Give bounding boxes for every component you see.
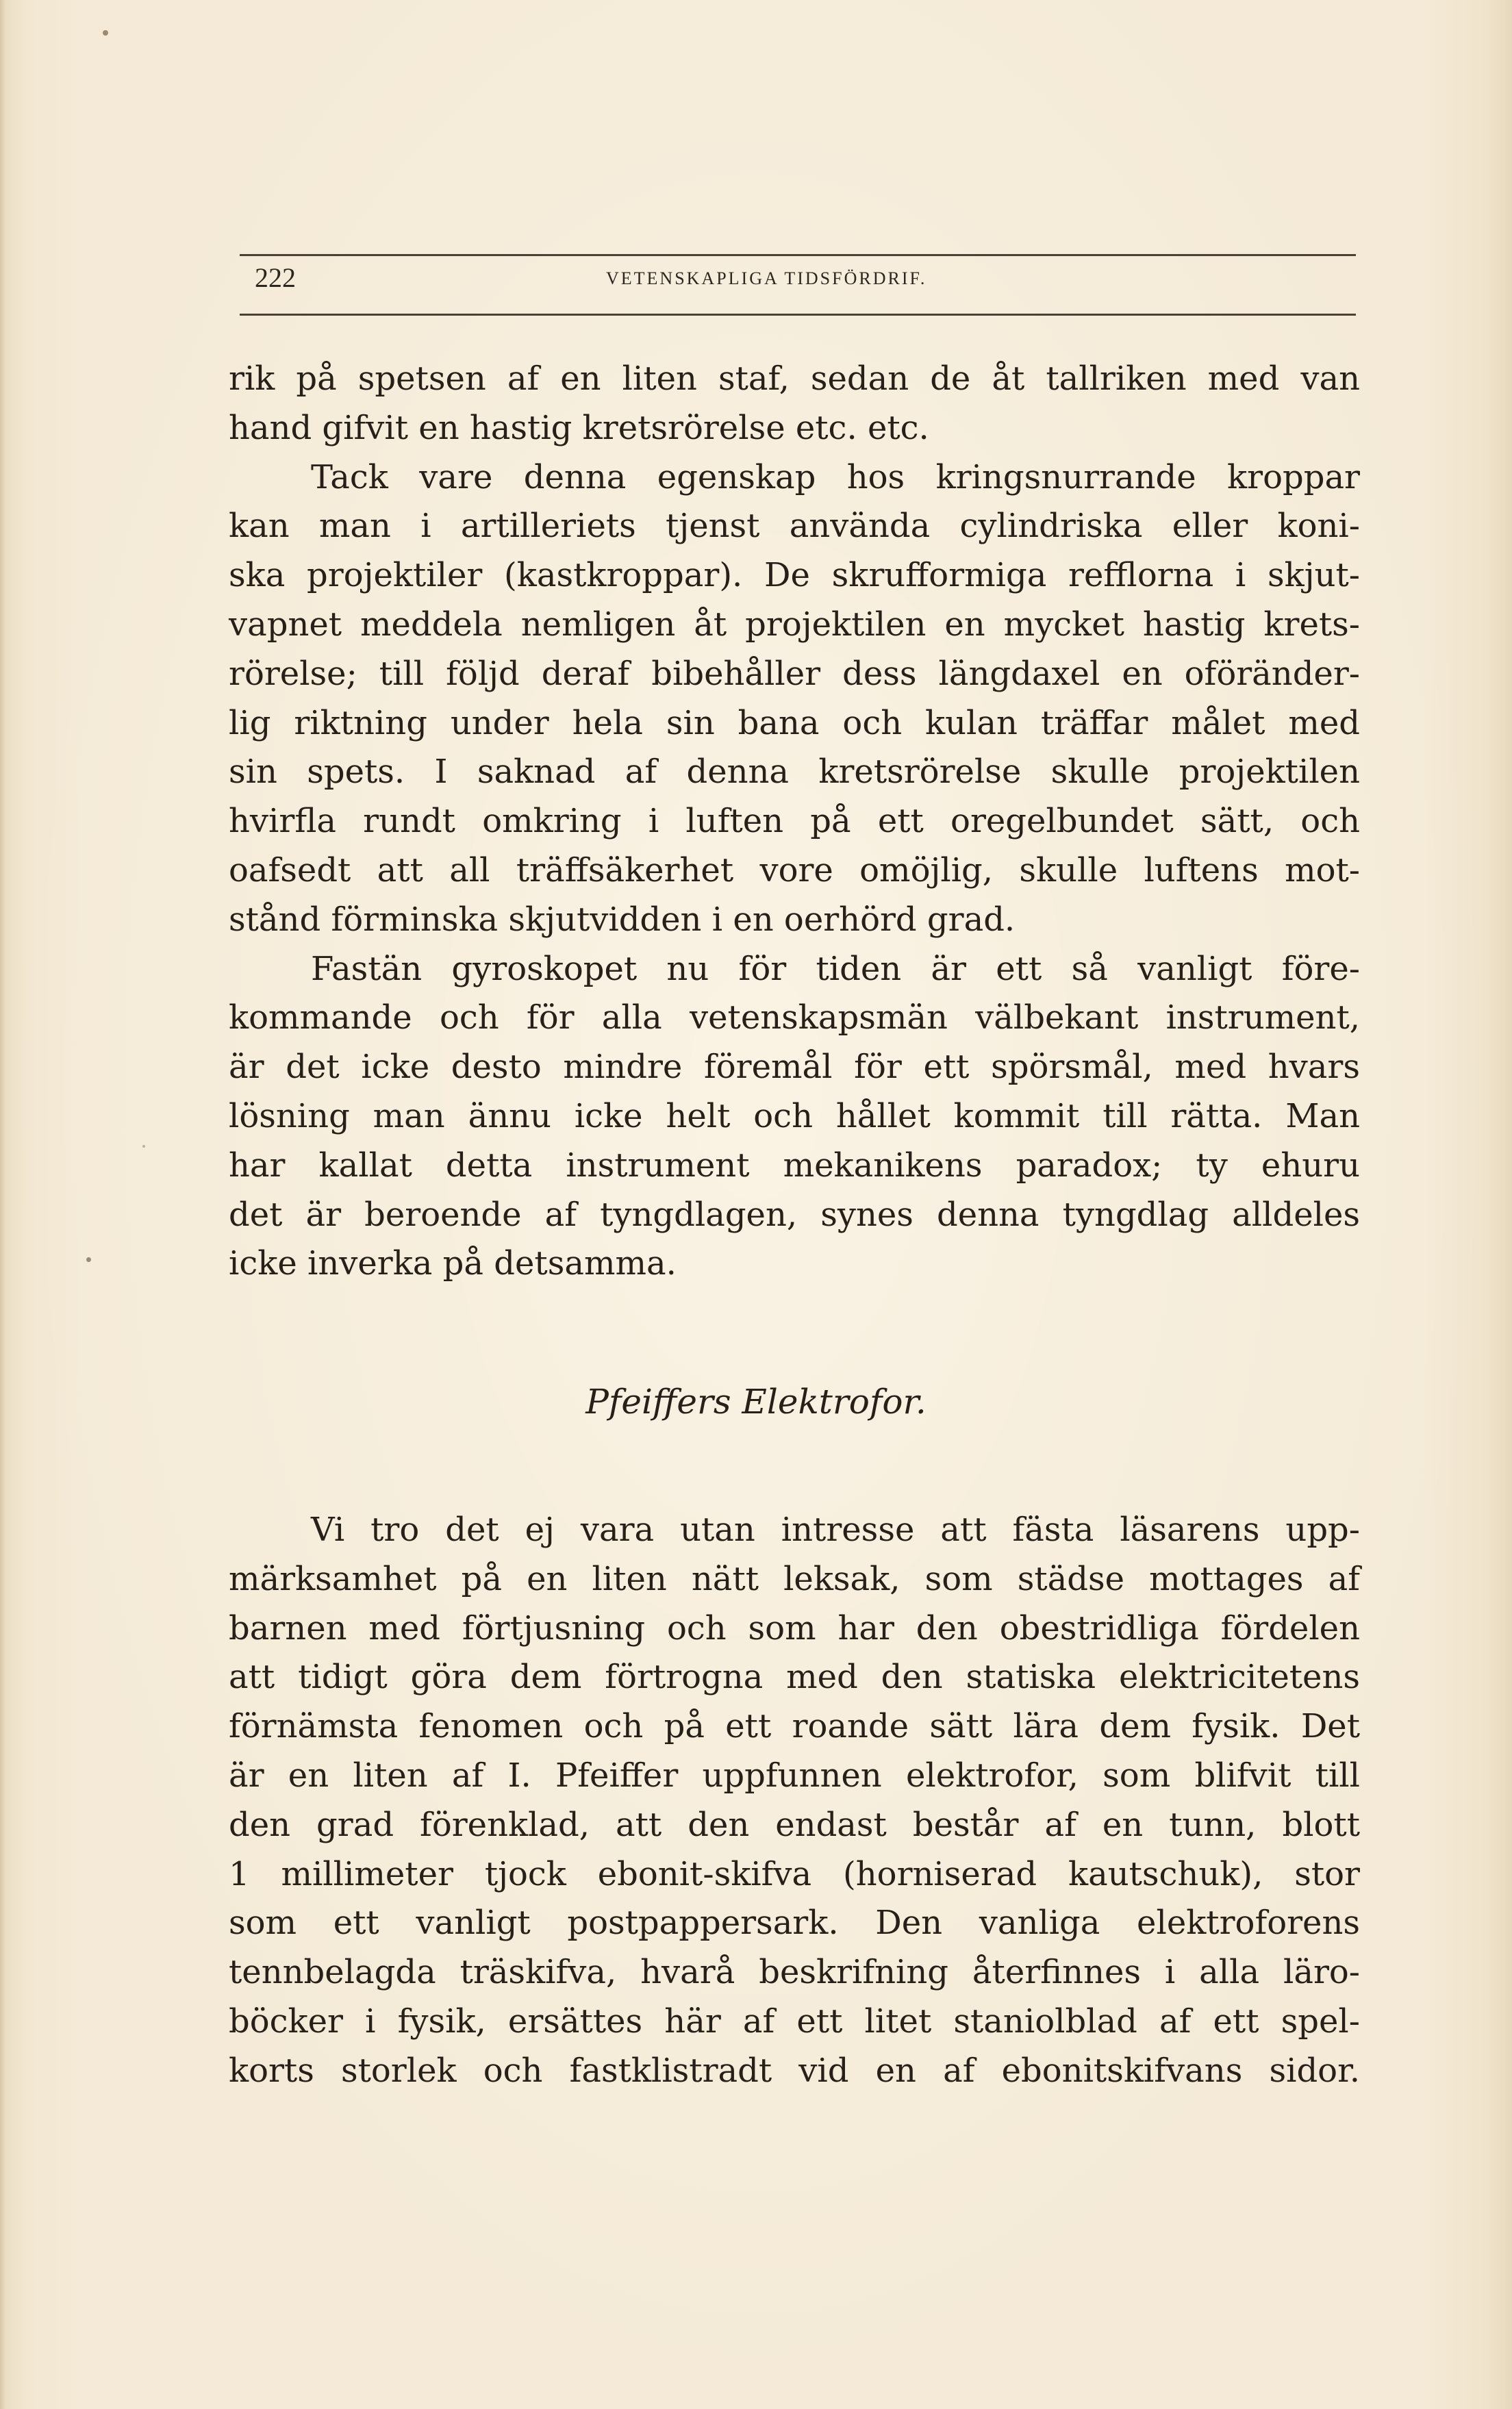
text-line: som ett vanligt postpappersark. Den vanliga elektroforens [229, 1904, 1360, 1943]
text-line: är en liten af I. Pfeiffer uppfunnen elektrofor, som blifvit till [229, 1756, 1360, 1795]
text-line: barnen med förtjusning och som har den obestridliga fördelen [229, 1609, 1360, 1648]
page-edge [0, 0, 7, 2409]
text-line: förnämsta fenomen och på ett roande sätt lära dem fysik. Det [229, 1707, 1360, 1746]
text-line: märksamhet på en liten nätt leksak, som städse mottages af [229, 1559, 1360, 1598]
text-line: stånd förminska skjutvidden i en oerhörd grad. [229, 900, 1016, 939]
text-line: ska projektiler (kastkroppar). De skrufformiga refflorna i skjut- [229, 556, 1360, 595]
body-text-lower [229, 1506, 1360, 2096]
text-line: tennbelagda träskifva, hvarå beskrifning återfinnes i alla läro- [229, 1953, 1360, 1992]
text-line: kan man i artilleriets tjenst använda cylindriska eller koni- [229, 507, 1360, 546]
text-line: Fastän gyroskopet nu för tiden är ett så vanligt före- [311, 949, 1360, 988]
text-line: Tack vare denna egenskap hos kringsnurrande kroppar [311, 457, 1360, 496]
text-line: böcker i fysik, ersättes här af ett litet staniolblad af ett spel- [229, 2002, 1360, 2041]
text-line: är det icke desto mindre föremål för ett spörsmål, med hvars [229, 1048, 1360, 1087]
body-text-upper [229, 355, 1360, 1289]
text-line: sin spets. I saknad af denna kretsrörelse skulle projektilen [229, 753, 1360, 792]
text-line: Vi tro det ej vara utan intresse att fästa läsarens upp- [311, 1511, 1360, 1549]
header-rule-bottom [240, 314, 1356, 316]
text-line: den grad förenklad, att den endast består af en tunn, blott [229, 1805, 1360, 1844]
paper-speck [86, 1257, 91, 1262]
text-line: hand gifvit en hastig kretsrörelse etc. etc. [229, 408, 929, 447]
text-line: icke inverka på detsamma. [229, 1244, 677, 1283]
text-line: 1 millimeter tjock ebonit-skifva (horniserad kautschuk), stor [229, 1854, 1360, 1893]
text-line: det är beroende af tyngdlagen, synes denna tyngdlag alldeles [229, 1195, 1360, 1234]
header-rule-top [240, 254, 1356, 256]
text-line: lösning man ännu icke helt och hållet kommit till rätta. Man [229, 1096, 1360, 1135]
text-line: kommande och för alla vetenskapsmän välbekant instrument, [229, 998, 1360, 1037]
text-line: hvirfla rundt omkring i luften på ett oregelbundet sätt, och [229, 802, 1360, 841]
text-line: lig riktning under hela sin bana och kulan träffar målet med [229, 703, 1360, 742]
text-line: oafsedt att all träffsäkerhet vore omöjlig, skulle luftens mot- [229, 850, 1360, 890]
text-line: att tidigt göra dem förtrogna med den statiska elektricitetens [229, 1658, 1360, 1697]
paper-speck [103, 30, 108, 36]
text-line: rörelse; till följd deraf bibehåller dess längdaxel en oföränder- [229, 654, 1360, 693]
text-line: rik på spetsen af en liten staf, sedan de åt tallriken med van [229, 360, 1360, 398]
text-line: korts storlek och fastklistradt vid en af ebonitskifvans sidor. [229, 2051, 1360, 2090]
paper-speck [142, 1145, 145, 1148]
text-line: har kallat detta instrument mekanikens paradox; ty ehuru [229, 1146, 1360, 1185]
section-title: Pfeiffers Elektrofor. [585, 1382, 927, 1422]
running-head: VETENSKAPLIGA TIDSFÖRDRIF. [606, 268, 927, 288]
page-number: 222 [255, 262, 296, 293]
text-line: vapnet meddela nemligen åt projektilen en mycket hastig krets- [229, 605, 1360, 644]
